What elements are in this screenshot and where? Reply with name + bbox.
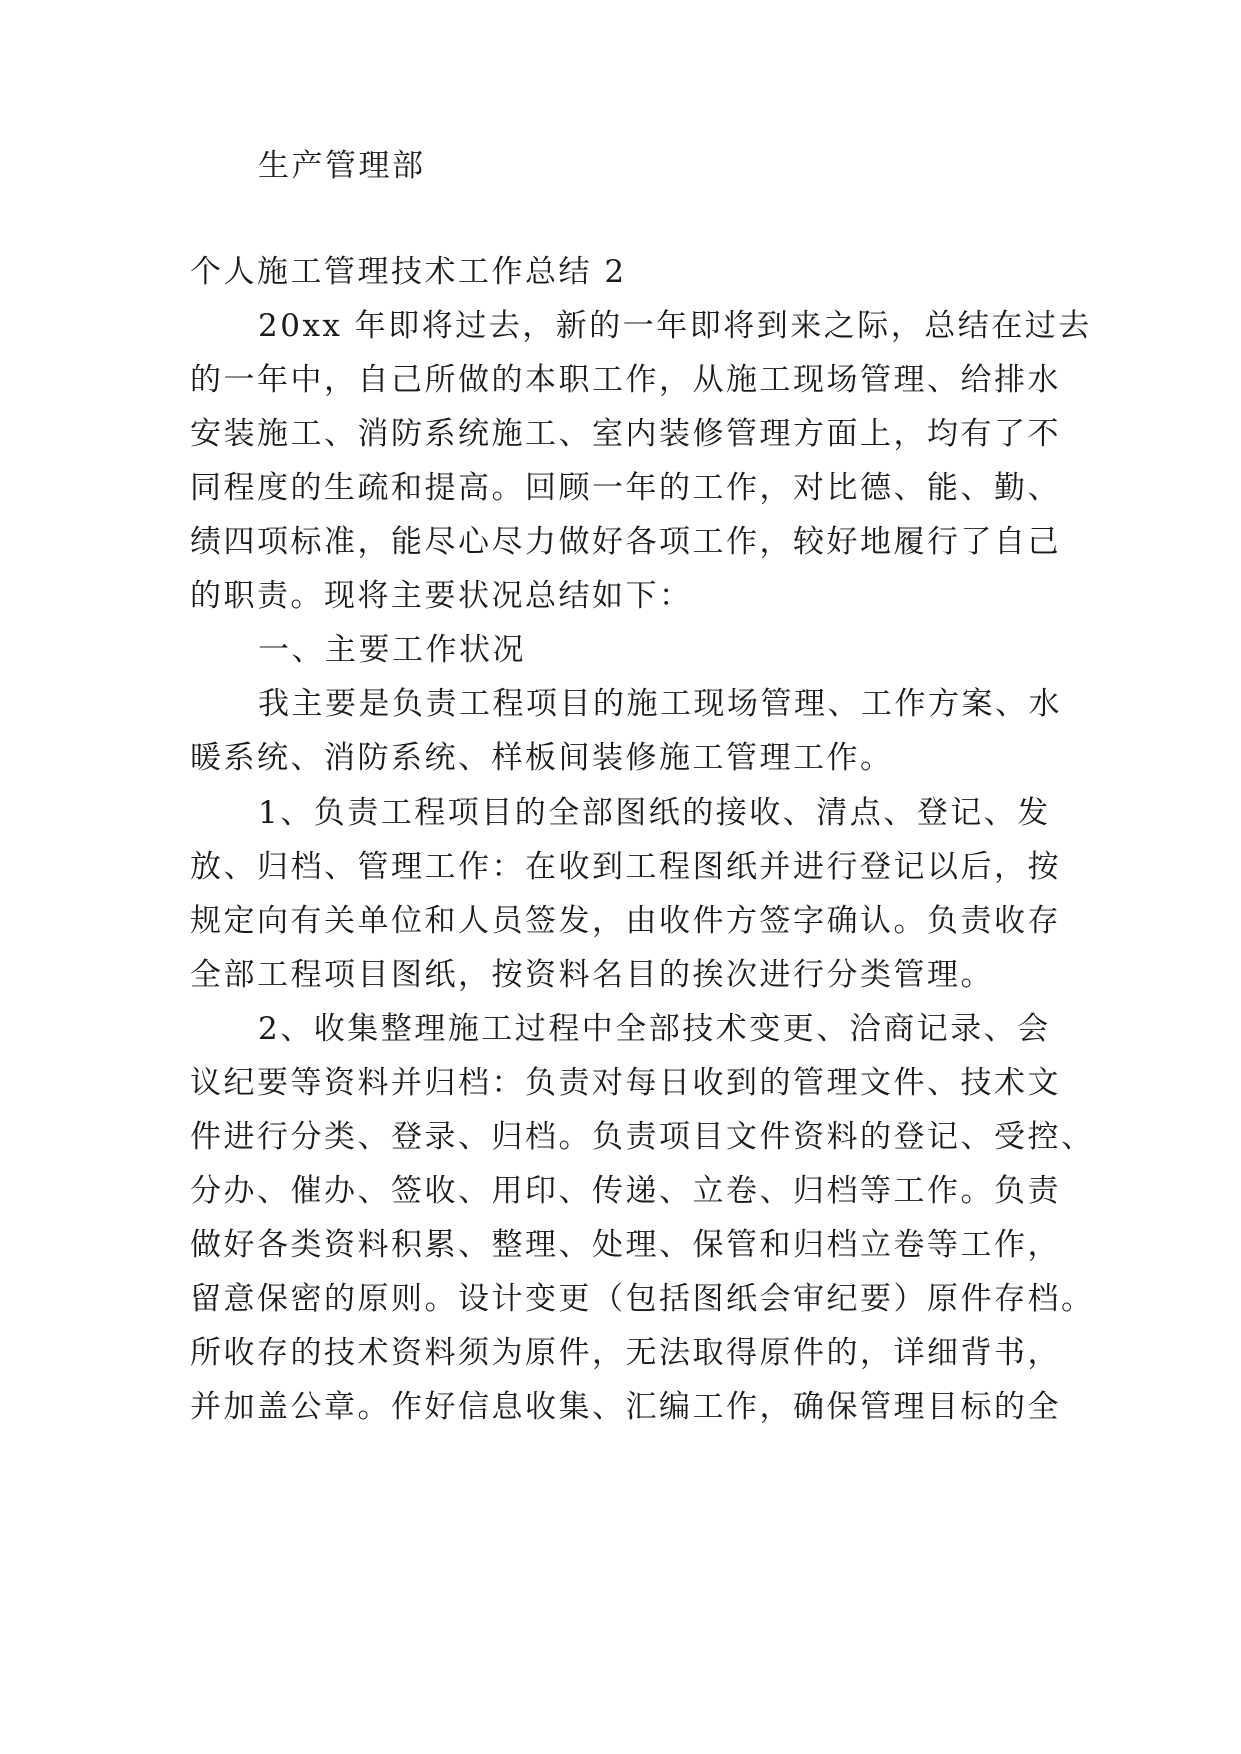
text-line: 2、收集整理施工过程中全部技术变更、洽商记录、会 [258, 1011, 1051, 1047]
text-line: 的一年中，自己所做的本职工作，从施工现场管理、给排水 [190, 362, 1061, 398]
text-line: 留意保密的原则。设计变更（包括图纸会审纪要）原件存档。 [190, 1281, 1095, 1317]
text-line: 全部工程项目图纸，按资料名目的挨次进行分类管理。 [190, 957, 994, 993]
text-line: 所收存的技术资料须为原件，无法取得原件的，详细背书， [190, 1335, 1061, 1371]
text-line: 20xx 年即将过去，新的一年即将到来之际，总结在过去 [258, 308, 1092, 344]
text-line: 的职责。现将主要状况总结如下： [190, 578, 693, 614]
department-signature: 生产管理部 [258, 148, 426, 184]
text-line: 放、归档、管理工作：在收到工程图纸并进行登记以后，按 [190, 849, 1061, 885]
text-line: 议纪要等资料并归档：负责对每日收到的管理文件、技术文 [190, 1065, 1061, 1101]
text-line: 我主要是负责工程项目的施工现场管理、工作方案、水 [258, 686, 1062, 722]
text-line: 安装施工、消防系统施工、室内装修管理方面上，均有了不 [190, 416, 1061, 452]
text-line: 绩四项标准，能尽心尽力做好各项工作，较好地履行了自己 [190, 524, 1061, 560]
text-line: 分办、催办、签收、用印、传递、立卷、归档等工作。负责 [190, 1173, 1061, 1209]
text-line: 做好各类资料积累、整理、处理、保管和归档立卷等工作， [190, 1227, 1061, 1263]
text-line: 1、负责工程项目的全部图纸的接收、清点、登记、发 [258, 795, 1051, 831]
text-line: 件进行分类、登录、归档。负责项目文件资料的登记、受控、 [190, 1119, 1095, 1155]
text-line: 并加盖公章。作好信息收集、汇编工作，确保管理目标的全 [190, 1389, 1061, 1425]
text-line: 暖系统、消防系统、样板间装修施工管理工作。 [190, 740, 894, 776]
text-line: 规定向有关单位和人员签发，由收件方签字确认。负责收存 [190, 903, 1061, 939]
document-title: 个人施工管理技术工作总结 2 [190, 254, 627, 290]
text-line: 一、主要工作状况 [258, 632, 526, 668]
text-line: 同程度的生疏和提高。回顾一年的工作，对比德、能、勤、 [190, 470, 1061, 506]
